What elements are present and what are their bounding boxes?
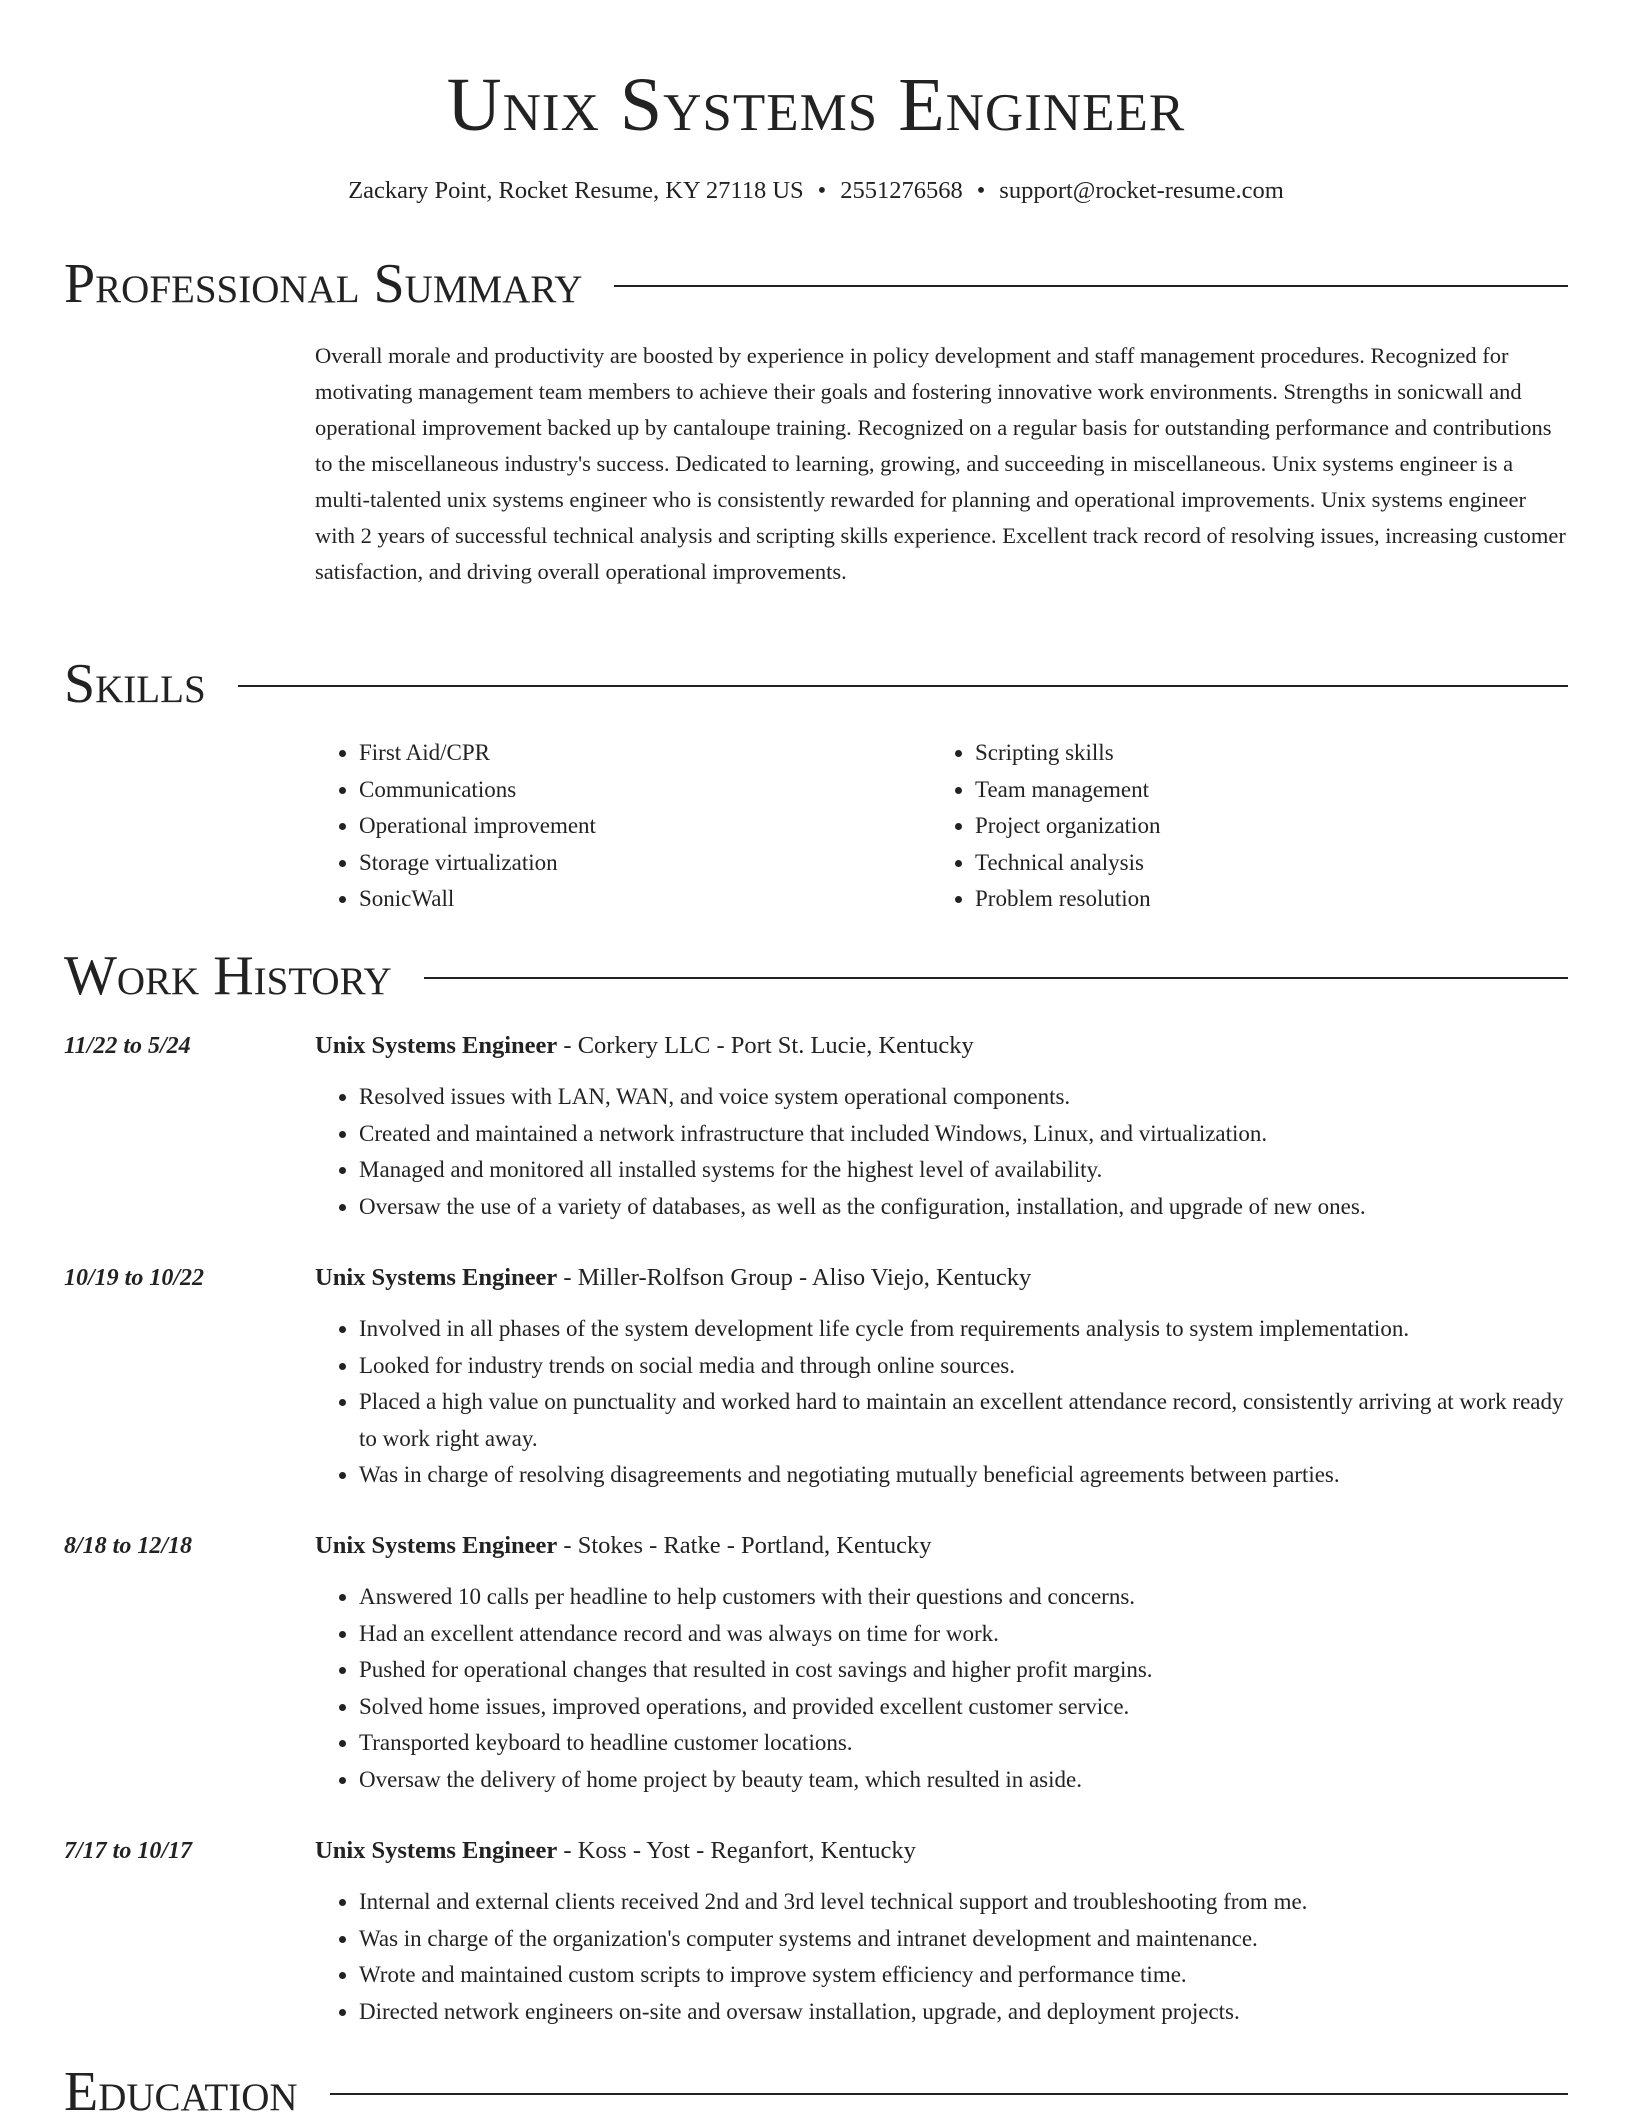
skills-list — [315, 735, 1570, 918]
contact-email: support@rocket-resume.com — [999, 177, 1284, 204]
section-divider — [614, 285, 1568, 287]
skills-column-right — [931, 735, 1547, 918]
job-bullet: • Resolved issues with LAN, WAN, and voice system operational components. — [359, 1079, 1568, 1116]
skill-item: • Project organization — [975, 808, 1547, 845]
job-bullet: • Managed and monitored all installed systems for the highest level of availability. — [359, 1152, 1568, 1189]
job-title: Unix Systems Engineer — [315, 1837, 558, 1864]
job-company: - Miller-Rolfson Group - Aliso Viejo, Kentucky — [557, 1264, 1032, 1291]
job-title: Unix Systems Engineer — [315, 1032, 558, 1059]
skills-section-header — [64, 652, 1568, 716]
skill-item: • Problem resolution — [975, 881, 1547, 918]
contact-phone: 2551276568 — [840, 177, 963, 204]
contact-address: Zackary Point, Rocket Resume, KY 27118 US — [348, 177, 804, 204]
contact-separator: • — [817, 177, 827, 204]
skills-column-left — [315, 735, 931, 918]
resume-title: Unix Systems Engineer — [446, 63, 1186, 147]
work-section-header — [64, 944, 1568, 1008]
job-title: Unix Systems Engineer — [315, 1532, 558, 1559]
job-bullet: • Answered 10 calls per headline to help customers with their questions and concerns. — [359, 1579, 1568, 1616]
job-bullet: • Oversaw the use of a variety of databases, as well as the configuration, installation, and upgrade of new ones. — [359, 1189, 1568, 1226]
skill-item: • Communications — [359, 772, 931, 809]
section-divider — [424, 977, 1568, 979]
job-company: - Koss - Yost - Reganfort, Kentucky — [557, 1837, 916, 1864]
summary-heading: Professional Summary — [64, 253, 583, 315]
job-heading — [315, 1834, 916, 1868]
job-bullet: • Had an excellent attendance record and was always on time for work. — [359, 1616, 1568, 1653]
job-bullet: • Looked for industry trends on social media and through online sources. — [359, 1348, 1568, 1385]
job-bullet: • Solved home issues, improved operations, and provided excellent customer service. — [359, 1689, 1568, 1726]
job-dates: 10/19 to 10/22 — [64, 1265, 205, 1291]
job-heading — [315, 1529, 932, 1563]
job-company: - Stokes - Ratke - Portland, Kentucky — [557, 1532, 932, 1559]
education-section-header — [64, 2060, 1568, 2112]
education-heading: Education — [64, 2061, 298, 2112]
section-divider — [238, 685, 1568, 687]
summary-paragraph: Overall morale and productivity are boosted by experience in policy development and staff management procedures. Recognized for motivating management team members to achieve their goals and fostering innovative work environments. Strengths in sonicwall and operational improvement backed up by cantaloupe training. Recognized on a regular basis for outstanding performance and contributions to the miscellaneous industry's success. Dedicated to learning, growing, and succeeding in miscellaneous. Unix systems engineer is a multi-talented unix systems engineer who is consistently rewarded for planning and operational improvements. Unix systems engineer with 2 years of successful technical analysis and scripting skills experience. Excellent track record of resolving issues, increasing customer satisfaction, and driving overall operational improvements. — [315, 343, 1566, 584]
contact-separator: • — [976, 177, 986, 204]
job-dates: 7/17 to 10/17 — [64, 1838, 193, 1864]
skill-item: • Scripting skills — [975, 735, 1547, 772]
job-dates: 11/22 to 5/24 — [64, 1033, 191, 1059]
skill-item: • SonicWall — [359, 881, 931, 918]
job-bullet: • Transported keyboard to headline customer locations. — [359, 1725, 1568, 1762]
job-title: Unix Systems Engineer — [315, 1264, 558, 1291]
summary-section-header — [64, 252, 1568, 316]
job-bullet: • Pushed for operational changes that resulted in cost savings and higher profit margins. — [359, 1652, 1568, 1689]
work-heading: Work History — [64, 945, 392, 1007]
skill-item: • Storage virtualization — [359, 845, 931, 882]
job-dates: 8/18 to 12/18 — [64, 1533, 193, 1559]
job-bullet: • Was in charge of resolving disagreements and negotiating mutually beneficial agreements between parties. — [359, 1457, 1568, 1494]
job-bullets — [315, 1884, 1568, 2030]
job-bullets — [315, 1579, 1568, 1798]
job-bullets — [315, 1311, 1568, 1494]
job-heading — [315, 1261, 1031, 1295]
job-bullet: • Directed network engineers on-site and oversaw installation, upgrade, and deployment projects. — [359, 1994, 1568, 2031]
skill-item: • Technical analysis — [975, 845, 1547, 882]
job-bullet: • Placed a high value on punctuality and worked hard to maintain an excellent attendance record, consistently arriving at work ready to work right away. — [359, 1384, 1568, 1457]
skill-item: • First Aid/CPR — [359, 735, 931, 772]
skill-item: • Operational improvement — [359, 808, 931, 845]
job-company: - Corkery LLC - Port St. Lucie, Kentucky — [557, 1032, 974, 1059]
section-divider — [330, 2093, 1568, 2095]
job-bullet: • Oversaw the delivery of home project by beauty team, which resulted in aside. — [359, 1762, 1568, 1799]
job-bullets — [315, 1079, 1568, 1225]
job-bullet: • Created and maintained a network infrastructure that included Windows, Linux, and virtualization. — [359, 1116, 1568, 1153]
contact-line — [0, 174, 1632, 208]
skills-heading: Skills — [64, 653, 206, 715]
skill-item: • Team management — [975, 772, 1547, 809]
job-bullet: • Wrote and maintained custom scripts to improve system efficiency and performance time. — [359, 1957, 1568, 1994]
job-heading — [315, 1029, 974, 1063]
job-bullet: • Was in charge of the organization's computer systems and intranet development and maintenance. — [359, 1921, 1568, 1958]
job-bullet: • Involved in all phases of the system development life cycle from requirements analysis to system implementation. — [359, 1311, 1568, 1348]
job-bullet: • Internal and external clients received 2nd and 3rd level technical support and troubleshooting from me. — [359, 1884, 1568, 1921]
